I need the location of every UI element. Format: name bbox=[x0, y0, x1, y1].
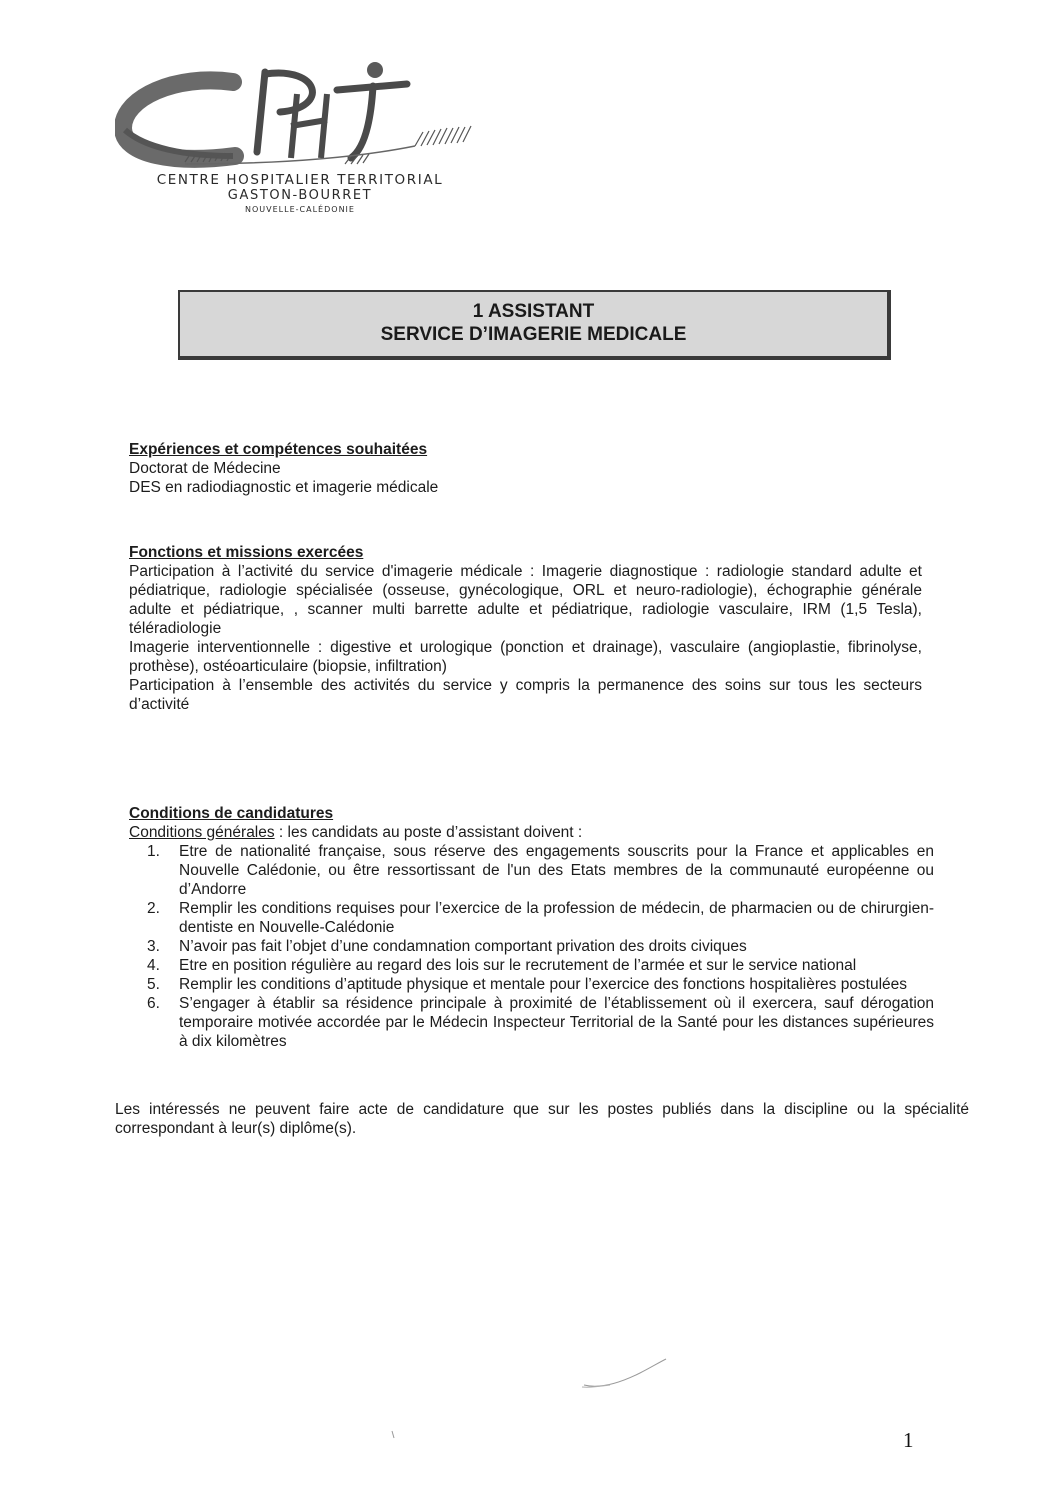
list-item bbox=[129, 937, 934, 956]
title-service: SERVICE D’IMAGERIE MEDICALE bbox=[380, 324, 687, 345]
logo-location: NOUVELLE-CALÉDONIE bbox=[245, 205, 355, 214]
conditions-section bbox=[129, 804, 934, 1051]
cht-logo-mark-icon bbox=[115, 60, 485, 172]
scan-speck-icon bbox=[390, 1430, 396, 1440]
experience-heading: Expériences et compétences souhaitées bbox=[129, 441, 428, 458]
conditions-heading: Conditions de candidatures bbox=[129, 805, 334, 822]
list-item-number: 2. bbox=[147, 900, 160, 917]
conditions-list bbox=[129, 842, 934, 1051]
list-item bbox=[129, 975, 934, 994]
hospital-logo bbox=[115, 60, 485, 220]
list-item bbox=[129, 994, 934, 1051]
experience-section bbox=[129, 440, 929, 497]
title-position: 1 ASSISTANT bbox=[472, 301, 595, 322]
functions-paragraph: Imagerie interventionnelle : digestive et urologique (ponction et drainage), vasculaire (angioplastie, fibrinolyse, prothèse), ostéoarticulaire (biopsie, infiltration) bbox=[129, 639, 922, 675]
functions-heading: Fonctions et missions exercées bbox=[129, 544, 364, 561]
list-item-number: 1. bbox=[147, 843, 160, 860]
list-item-text: N’avoir pas fait l’objet d’une condamnation comportant privation des droits civiques bbox=[179, 938, 747, 955]
list-item-number: 4. bbox=[147, 957, 160, 974]
functions-paragraph: Participation à l’activité du service d'imagerie médicale : Imagerie diagnostique : radiologie standard adulte et pédiatrique, radiologie spécialisée (osseuse, gynécologique, ORL et neuro-radiologie), échographie générale adulte et pédiatrique, , scanner multi barrette adulte et pédiatrique, radiologie vasculaire, IRM (1,5 Tesla), téléradiologie bbox=[129, 563, 922, 637]
list-item bbox=[129, 899, 934, 937]
list-item-text: Remplir les conditions d’aptitude physique et mentale pour l’exercice des fonctions hospitalières postulées bbox=[179, 976, 908, 993]
list-item bbox=[129, 842, 934, 899]
conditions-intro bbox=[129, 823, 934, 842]
title-box bbox=[178, 290, 891, 360]
functions-paragraph: Participation à l’ensemble des activités du service y compris la permanence des soins sur tous les secteurs d’activité bbox=[129, 677, 922, 713]
functions-section bbox=[129, 543, 922, 714]
conditions-closing: Les intéressés ne peuvent faire acte de candidature que sur les postes publiés dans la discipline ou la spécialité correspondant à leur(s) diplôme(s). bbox=[115, 1101, 969, 1137]
page-number: 1 bbox=[903, 1428, 914, 1452]
list-item-number: 3. bbox=[147, 938, 160, 955]
list-item bbox=[129, 956, 934, 975]
experience-line: Doctorat de Médecine bbox=[129, 460, 281, 477]
logo-hospital-name: CENTRE HOSPITALIER TERRITORIAL bbox=[156, 172, 444, 188]
logo-hospital-subname: GASTON-BOURRET bbox=[227, 188, 373, 203]
list-item-number: 6. bbox=[147, 995, 160, 1012]
list-item-text: Remplir les conditions requises pour l’exercice de la profession de médecin, de pharmacien ou de chirurgien-dentiste en Nouvelle-Calédonie bbox=[179, 900, 934, 936]
list-item-text: S’engager à établir sa résidence principale à proximité de l’établissement où il exercera, sauf dérogation temporaire motivée accordée par le Médecin Inspecteur Territorial de la Santé pour les distances supérieures à dix kilomètres bbox=[179, 995, 934, 1050]
conditions-general-label: Conditions générales bbox=[129, 824, 275, 841]
list-item-text: Etre en position régulière au regard des lois sur le recrutement de l’armée et sur le service national bbox=[179, 957, 857, 974]
list-item-text: Etre de nationalité française, sous réserve des engagements souscrits pour la France et applicables en Nouvelle Calédonie, ou être ressortissant de l'un des Etats membres de la communauté européenne ou d’Andorre bbox=[179, 843, 934, 898]
list-item-number: 5. bbox=[147, 976, 160, 993]
experience-line: DES en radiodiagnostic et imagerie médicale bbox=[129, 479, 439, 496]
conditions-general-text: : les candidats au poste d’assistant doivent : bbox=[274, 824, 583, 841]
pen-mark-icon bbox=[580, 1355, 670, 1395]
